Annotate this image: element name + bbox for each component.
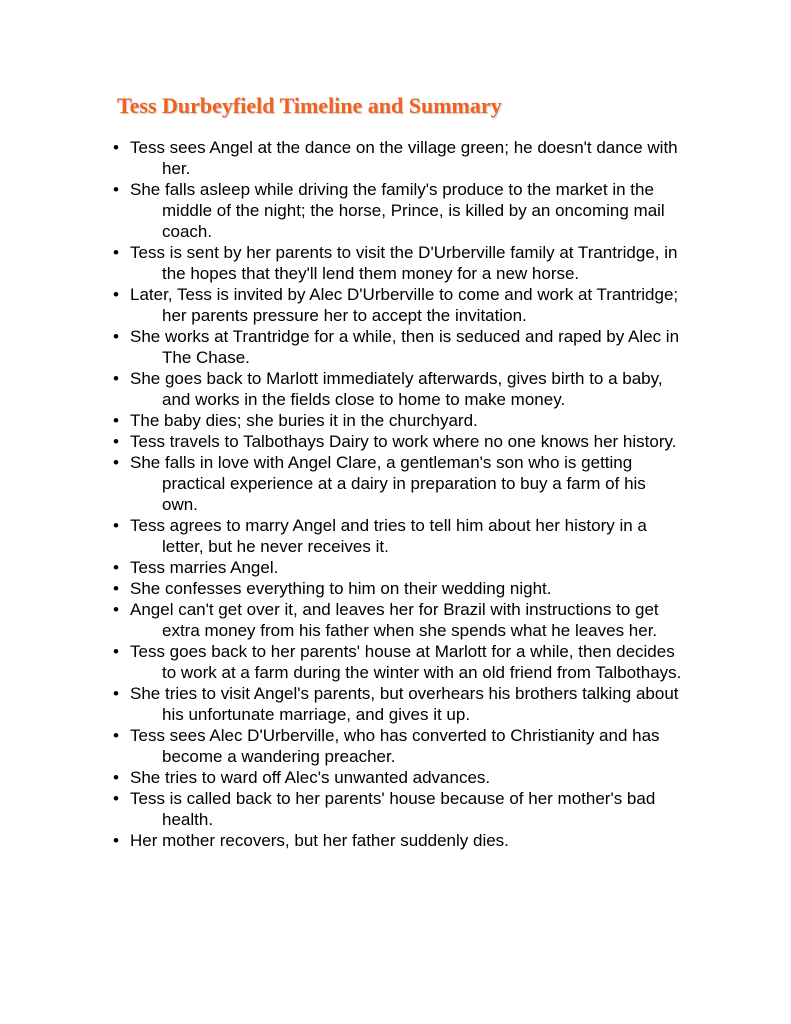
document-title: Tess Durbeyfield Timeline and Summary: [117, 93, 502, 118]
list-item-text: She tries to visit Angel's parents, but overhears his brothers talking about his unfortunate marriage, and gives it up.: [130, 684, 679, 724]
list-item: [113, 326, 683, 368]
list-item: [113, 557, 683, 578]
bullet-icon: •: [113, 138, 119, 157]
list-item: [113, 515, 683, 557]
list-item-text: Tess sees Alec D'Urberville, who has converted to Christianity and has become a wandering preacher.: [130, 726, 660, 766]
list-item: [113, 578, 683, 599]
list-item-text: Later, Tess is invited by Alec D'Urberville to come and work at Trantridge; her parents pressure her to accept the invitation.: [130, 285, 679, 325]
list-item: [113, 452, 683, 515]
list-item: [113, 242, 683, 284]
list-item-text: She works at Trantridge for a while, then is seduced and raped by Alec in The Chase.: [130, 327, 680, 367]
bullet-icon: •: [113, 726, 119, 745]
list-item: [113, 137, 683, 179]
list-item: [113, 788, 683, 830]
list-item-text: Tess agrees to marry Angel and tries to tell him about her history in a letter, but he never receives it.: [130, 516, 647, 556]
bullet-icon: •: [113, 558, 119, 577]
bullet-icon: •: [113, 789, 119, 808]
bullet-icon: •: [113, 831, 119, 850]
bullet-icon: •: [113, 285, 119, 304]
bullet-icon: •: [113, 642, 119, 661]
list-item-text: Tess sees Angel at the dance on the village green; he doesn't dance with her.: [130, 138, 678, 178]
bullet-icon: •: [113, 432, 119, 451]
bullet-icon: •: [113, 768, 119, 787]
timeline-list: [113, 137, 683, 851]
list-item-text: Tess is called back to her parents' house because of her mother's bad health.: [130, 789, 656, 829]
list-item: [113, 284, 683, 326]
list-item: [113, 725, 683, 767]
list-item: [113, 179, 683, 242]
bullet-icon: •: [113, 327, 119, 346]
list-item: [113, 599, 683, 641]
list-item-text: Tess marries Angel.: [130, 558, 279, 577]
list-item-text: Tess goes back to her parents' house at Marlott for a while, then decides to work at a farm during the winter with an old friend from Talbothays.: [130, 642, 682, 682]
list-item: [113, 830, 683, 851]
list-item-text: She confesses everything to him on their wedding night.: [130, 579, 552, 598]
bullet-icon: •: [113, 411, 119, 430]
list-item: [113, 431, 683, 452]
list-item-text: Her mother recovers, but her father suddenly dies.: [130, 831, 509, 850]
bullet-icon: •: [113, 180, 119, 199]
list-item-text: Tess travels to Talbothays Dairy to work where no one knows her history.: [130, 432, 677, 451]
list-item-text: The baby dies; she buries it in the churchyard.: [130, 411, 478, 430]
list-item-text: She goes back to Marlott immediately afterwards, gives birth to a baby, and works in the fields close to home to make money.: [130, 369, 663, 409]
bullet-icon: •: [113, 684, 119, 703]
list-item: [113, 641, 683, 683]
list-item: [113, 683, 683, 725]
bullet-icon: •: [113, 453, 119, 472]
list-item: [113, 368, 683, 410]
list-item: [113, 767, 683, 788]
bullet-icon: •: [113, 243, 119, 262]
bullet-icon: •: [113, 600, 119, 619]
list-item-text: She falls in love with Angel Clare, a gentleman's son who is getting practical experience at a dairy in preparation to buy a farm of his own.: [130, 453, 646, 514]
list-item-text: She tries to ward off Alec's unwanted advances.: [130, 768, 491, 787]
bullet-icon: •: [113, 516, 119, 535]
bullet-icon: •: [113, 369, 119, 388]
bullet-icon: •: [113, 579, 119, 598]
list-item-text: She falls asleep while driving the family's produce to the market in the middle of the night; the horse, Prince, is killed by an oncoming mail coach.: [130, 180, 665, 241]
list-item-text: Tess is sent by her parents to visit the D'Urberville family at Trantridge, in the hopes that they'll lend them money for a new horse.: [130, 243, 678, 283]
list-item: [113, 410, 683, 431]
list-item-text: Angel can't get over it, and leaves her for Brazil with instructions to get extra money from his father when she spends what he leaves her.: [130, 600, 659, 640]
